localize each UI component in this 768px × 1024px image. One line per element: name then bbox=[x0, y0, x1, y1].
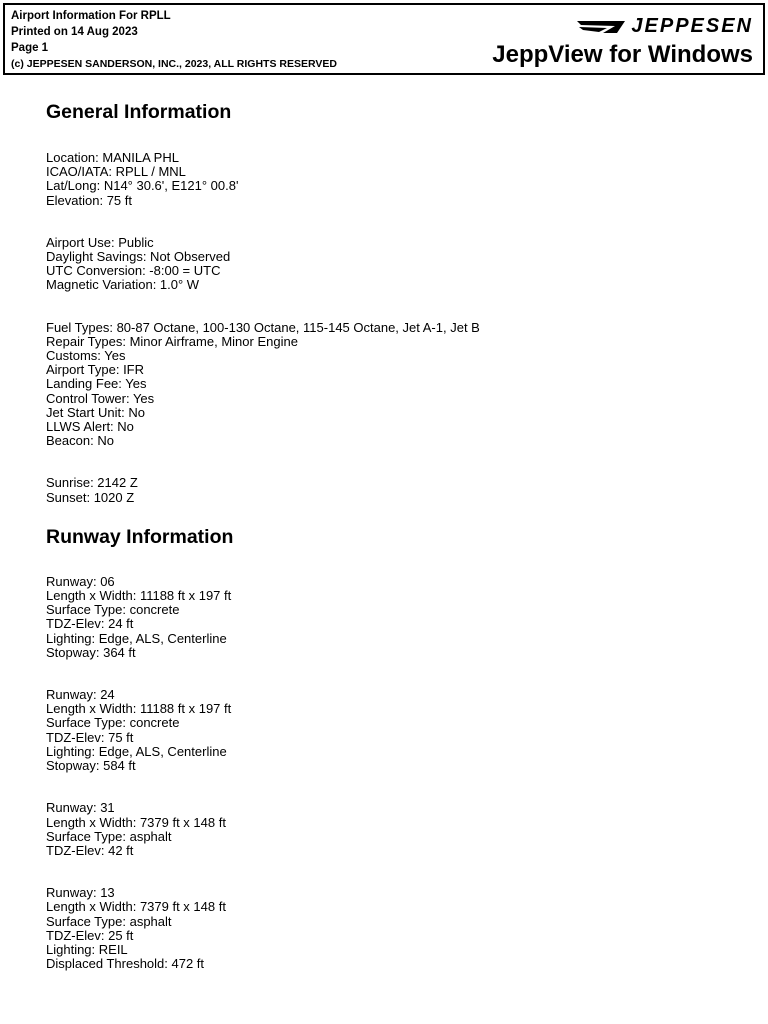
report-content bbox=[46, 100, 746, 971]
location-block bbox=[46, 151, 746, 208]
repair-types: Repair Types: Minor Airframe, Minor Engine bbox=[46, 333, 298, 349]
runway-id: Runway: 24 bbox=[46, 687, 115, 703]
fuel-types: Fuel Types: 80-87 Octane, 100-130 Octane, 115-145 Octane, Jet A-1, Jet B bbox=[46, 319, 480, 335]
icao-iata: ICAO/IATA: RPLL / MNL bbox=[46, 164, 186, 180]
control-tower: Control Tower: Yes bbox=[46, 390, 155, 406]
usage-block bbox=[46, 236, 746, 293]
header-info bbox=[11, 8, 337, 72]
runway-06-block bbox=[46, 575, 746, 660]
jeppesen-swoosh-icon bbox=[577, 19, 625, 35]
airport-type: Airport Type: IFR bbox=[46, 362, 145, 378]
page-header bbox=[3, 3, 765, 75]
runway-surface: Surface Type: concrete bbox=[46, 602, 180, 618]
sunrise: Sunrise: 2142 Z bbox=[46, 475, 138, 491]
app-title: JeppView for Windows bbox=[492, 41, 753, 68]
sun-block bbox=[46, 476, 746, 504]
airport-use: Airport Use: Public bbox=[46, 234, 154, 250]
runway-tdz-elev: TDZ-Elev: 24 ft bbox=[46, 616, 134, 632]
brand-name: JEPPESEN bbox=[631, 15, 753, 37]
jet-start-unit: Jet Start Unit: No bbox=[46, 404, 145, 420]
location: Location: MANILA PHL bbox=[46, 150, 179, 165]
runway-dimensions: Length x Width: 11188 ft x 197 ft bbox=[46, 588, 232, 604]
llws-alert: LLWS Alert: No bbox=[46, 419, 134, 435]
lat-long: Lat/Long: N14° 30.6', E121° 00.8' bbox=[46, 178, 239, 194]
beacon: Beacon: No bbox=[46, 433, 114, 449]
runway-tdz-elev: TDZ-Elev: 42 ft bbox=[46, 842, 134, 858]
runway-surface: Surface Type: asphalt bbox=[46, 913, 172, 929]
jeppesen-logo bbox=[577, 15, 753, 38]
copyright-notice: (c) JEPPESEN SANDERSON, INC., 2023, ALL RIGHTS RESERVED bbox=[11, 58, 337, 70]
general-information-heading: General Information bbox=[46, 101, 232, 123]
runway-13-block bbox=[46, 886, 746, 971]
runway-id: Runway: 31 bbox=[46, 800, 115, 816]
runway-tdz-elev: TDZ-Elev: 75 ft bbox=[46, 729, 134, 745]
runway-information-heading: Runway Information bbox=[46, 525, 234, 548]
runway-31-block bbox=[46, 801, 746, 858]
utc-conversion: UTC Conversion: -8:00 = UTC bbox=[46, 263, 221, 279]
services-block bbox=[46, 321, 746, 449]
page-number: Page 1 bbox=[11, 42, 49, 54]
runway-surface: Surface Type: concrete bbox=[46, 715, 180, 731]
runway-dimensions: Length x Width: 11188 ft x 197 ft bbox=[46, 701, 232, 717]
sunset: Sunset: 1020 Z bbox=[46, 489, 135, 505]
runway-stopway: Stopway: 584 ft bbox=[46, 758, 136, 774]
printed-date: Printed on 14 Aug 2023 bbox=[11, 26, 138, 38]
daylight-savings: Daylight Savings: Not Observed bbox=[46, 249, 231, 265]
runway-displaced-threshold: Displaced Threshold: 472 ft bbox=[46, 956, 205, 972]
runway-24-block bbox=[46, 688, 746, 773]
runway-lighting: Lighting: Edge, ALS, Centerline bbox=[46, 630, 227, 646]
runway-lighting: Lighting: Edge, ALS, Centerline bbox=[46, 743, 227, 759]
runway-id: Runway: 06 bbox=[46, 573, 115, 589]
runway-lighting: Lighting: REIL bbox=[46, 941, 128, 957]
runway-surface: Surface Type: asphalt bbox=[46, 828, 172, 844]
runway-dimensions: Length x Width: 7379 ft x 148 ft bbox=[46, 899, 226, 915]
customs: Customs: Yes bbox=[46, 348, 126, 364]
runway-tdz-elev: TDZ-Elev: 25 ft bbox=[46, 927, 134, 943]
runway-id: Runway: 13 bbox=[46, 885, 115, 901]
elevation: Elevation: 75 ft bbox=[46, 192, 132, 208]
magnetic-variation: Magnetic Variation: 1.0° W bbox=[46, 277, 200, 293]
report-title: Airport Information For RPLL bbox=[11, 10, 171, 22]
runway-stopway: Stopway: 364 ft bbox=[46, 644, 136, 660]
runway-dimensions: Length x Width: 7379 ft x 148 ft bbox=[46, 814, 226, 830]
landing-fee: Landing Fee: Yes bbox=[46, 376, 147, 392]
